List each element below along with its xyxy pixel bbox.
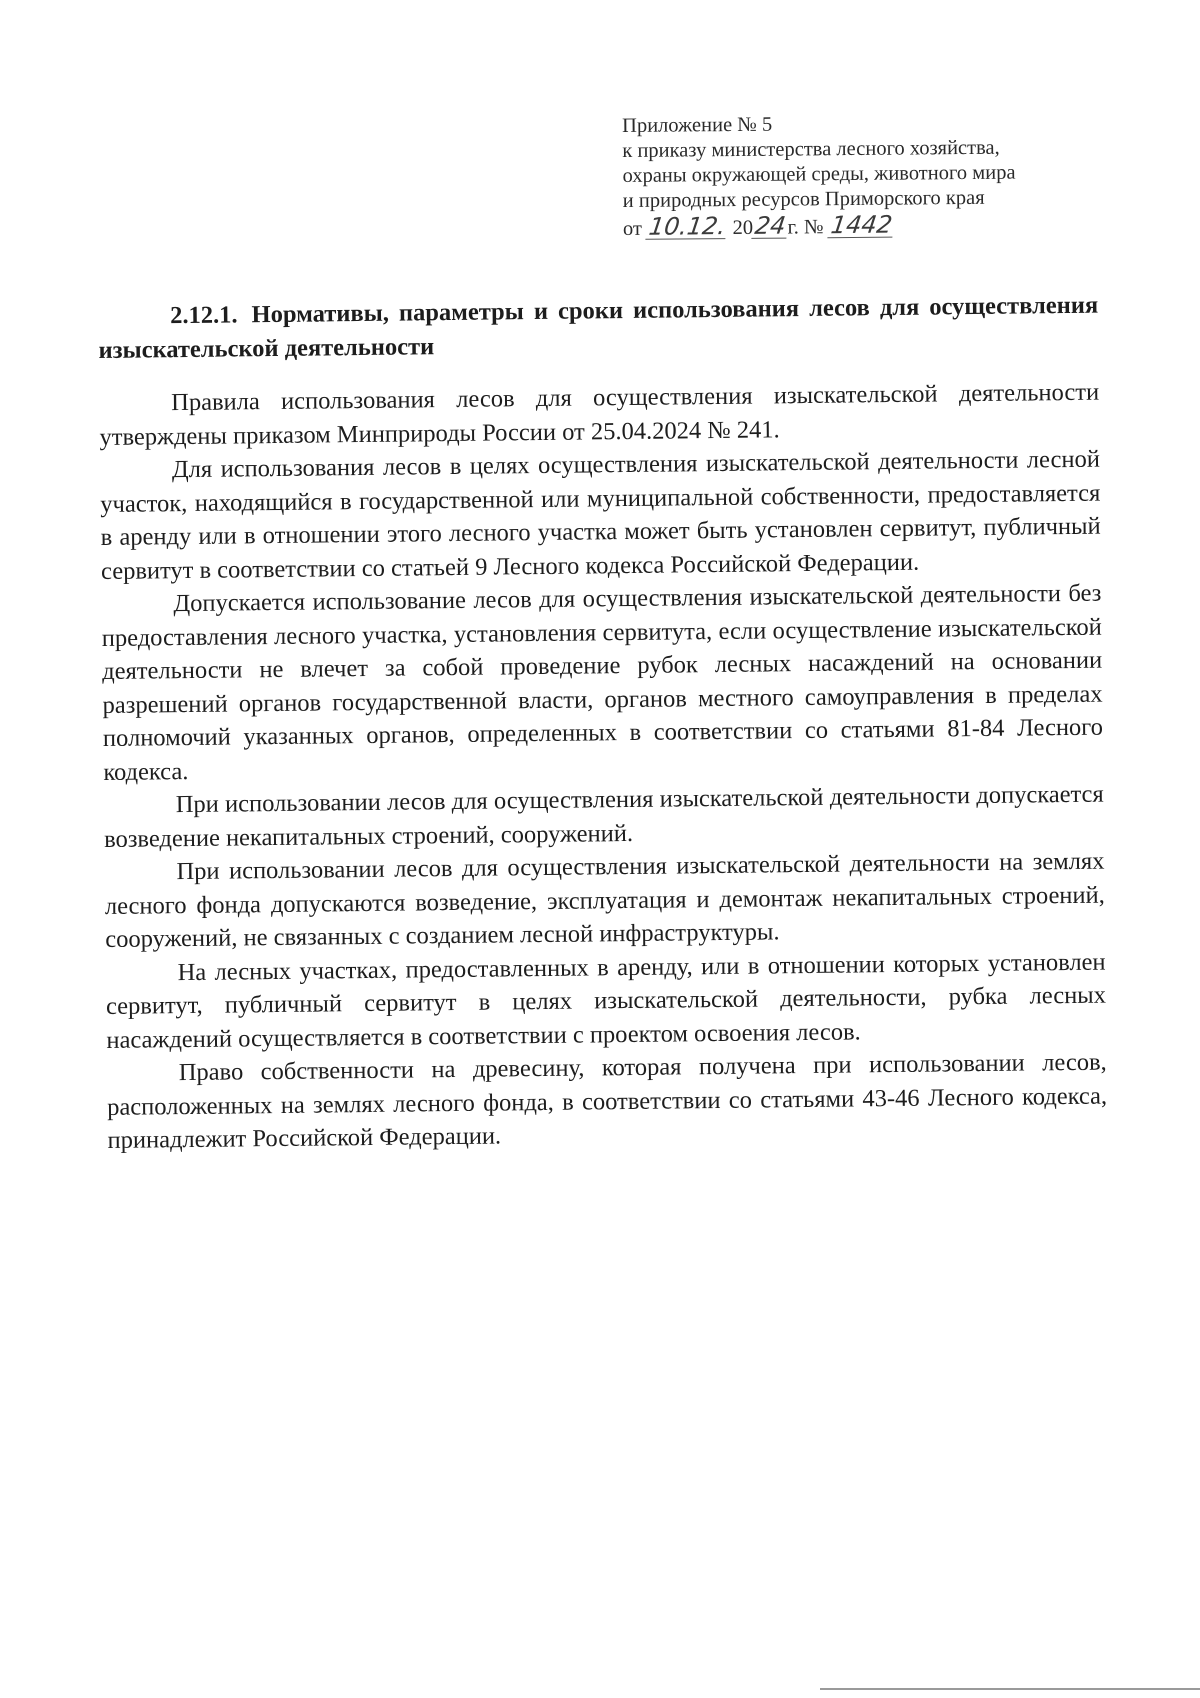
paragraph: Правила использования лесов для осуществления изыскательской деятельности утверждены приказом Минприроды России от 25.04.2024 № 241.	[99, 378, 1100, 451]
year-suffix: г. №	[787, 216, 824, 239]
year-prefix: 20	[732, 216, 754, 240]
appendix-line: и природных ресурсов Приморского края	[622, 186, 985, 212]
section-heading	[98, 289, 1099, 367]
paragraph: При использовании лесов для осуществления изыскательской деятельности на землях лесного фонда допускаются возведение, эксплуатация и демонтаж некапитальных строений, сооружений, не связанных с созданием лесной инфраструктуры.	[104, 847, 1105, 953]
section-title: Нормативы, параметры и сроки использования лесов для осуществления изыскательской деятельности	[98, 291, 1099, 364]
handwritten-year: 24	[753, 211, 788, 240]
appendix-line: к приказу министерства лесного хозяйства,	[622, 136, 1000, 162]
handwritten-order-number: 1442	[828, 210, 894, 240]
paragraph: При использовании лесов для осуществления изыскательской деятельности допускается возведение некапитальных строений, сооружений.	[103, 780, 1104, 853]
appendix-line: охраны окружающей среды, животного мира	[622, 161, 1016, 187]
paragraph: Для использования лесов в целях осуществления изыскательской деятельности лесной участок, находящийся в государственной или муниципальной собственности, предоставляется в аренду или в отношении этого лесного участка может быть установлен сервитут, публичный сервитут в соответствии со статьей 9 Лесного кодекса Российской Федерации.	[100, 445, 1101, 585]
paragraph: Право собственности на древесину, которая получена при использовании лесов, расположенных на землях лесного фонда, в соответствии со статьями 43-46 Лесного кодекса, принадлежит Российской Федерации.	[107, 1048, 1108, 1154]
date-prefix: от	[622, 217, 643, 240]
document-body	[98, 289, 1108, 1158]
paragraph: Допускается использование лесов для осуществления изыскательской деятельности без предоставления лесного участка, установления сервитута, если осуществление изыскательской деятельности не влечет за собой проведение рубок лесных насаждений на основании разрешений органов государственной власти, органов местного самоуправления в пределах полномочий указанных органов, определенных в соответствии со статьями 81-84 Лесного кодекса.	[101, 579, 1104, 786]
section-number: 2.12.1.	[170, 301, 238, 330]
paragraph: На лесных участках, предоставленных в аренду, или в отношении которых установлен сервитут, публичный сервитут в целях изыскательской деятельности, рубка лесных насаждений осуществляется в соответствии с проектом освоения лесов.	[105, 948, 1107, 1054]
handwritten-date: 10.12.	[647, 212, 728, 241]
appendix-header	[622, 110, 1083, 242]
appendix-date-line	[623, 211, 1083, 242]
appendix-title: Приложение № 5	[622, 113, 773, 137]
